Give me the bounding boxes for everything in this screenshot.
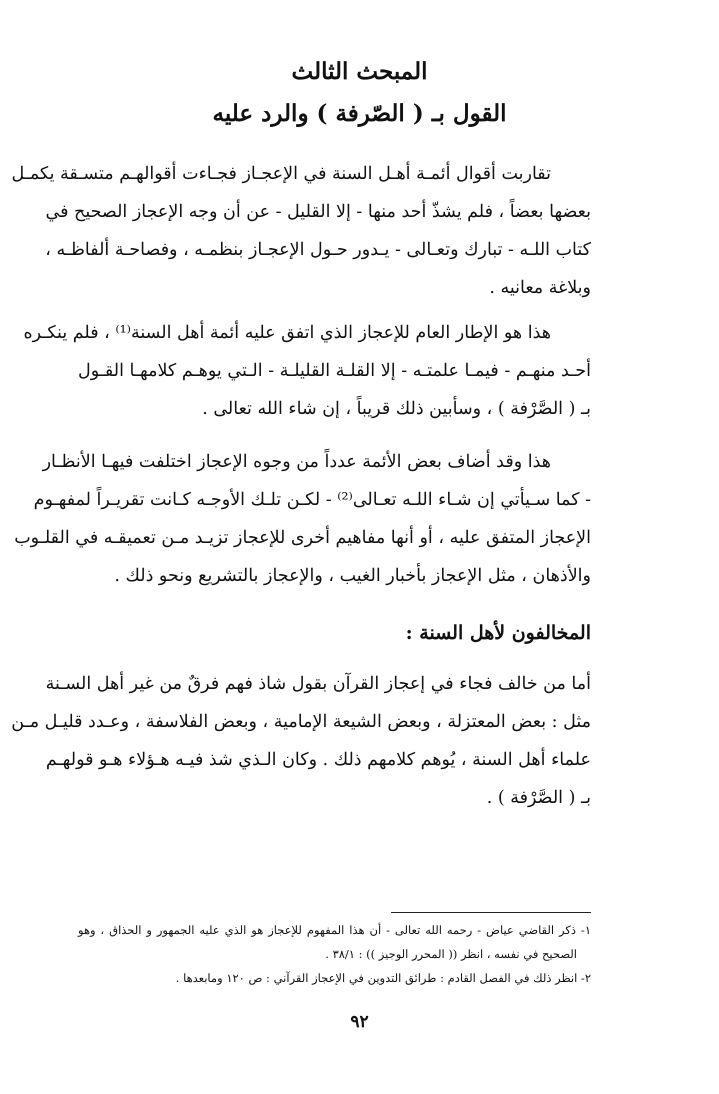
section-heading: المبحث الثالث: [291, 58, 428, 85]
subheading: المخالفون لأهل السنة :: [405, 622, 591, 644]
text-line: بـ ( الصَّرْفة ) ، وسأبين ذلك قريباً ، إن شاء الله تعالى .: [202, 399, 591, 419]
text-line: وبلاغة معانيه .: [489, 278, 591, 298]
paragraph-4: [11, 665, 591, 817]
text-line: أما من خالف فجاء في إعجاز القرآن بقول شاذ فهم فرقٌ من غير أهل السـنة: [45, 674, 591, 694]
text-line: بعضها بعضاً ، فلم يشذّ أحد منها - إلا القليل - عن أن وجه الإعجاز الصحيح في: [45, 202, 591, 222]
footnote-2-line: ٢- انظر ذلك في الفصل القادم : طرائق التدوين في الإعجاز القرآني : ص ١٢٠ ومابعدها .: [175, 971, 591, 985]
text-line: - كما سـيأتي إن شـاء اللـه تعـالى⁽²⁾ - لكـن تلـك الأوجـه كـانت تقريـراً لمفهـوم: [33, 490, 591, 510]
text-line: هذا وقد أضاف بعض الأئمة عدداً من وجوه الإعجاز اختلفت فيهـا الأنظـار: [42, 452, 551, 472]
text-line: علماء أهل السنة ، يُوهم كلامهم ذلك . وكان الـذي شذ فيـه هـؤلاء هـو قولهـم: [45, 750, 591, 770]
paragraph-3: [14, 443, 591, 595]
text-line: بـ ( الصَّرْفة ) .: [486, 788, 591, 808]
footnote-1-line: ١- ذكر القاضي عياض - رحمه الله تعالى - أن هذا المفهوم للإعجاز هو الذي عليه الجمهور و الحذاق ، وهو: [78, 923, 591, 937]
paragraph-2: [23, 314, 591, 428]
footnotes: [78, 918, 591, 990]
footnote-1-line: الصحيح في نفسه ، انظر (( المحرر الوجيز )) : ٣٨/١ .: [325, 947, 577, 961]
text-line: أحـد منهـم - فيمـا علمتـه - إلا القلـة القليلـة - الـتي يوهـم كلامهـا القـول: [78, 361, 591, 381]
paragraph-1: [11, 155, 591, 307]
text-line: تقاربت أقوال أئمـة أهـل السنة في الإعجـاز فجـاءت أقوالهـم متسـقة يكمـل: [11, 164, 551, 184]
footnote-divider: [391, 912, 591, 913]
text-line: والأذهان ، مثل الإعجاز بأخبار الغيب ، والإعجاز بالتشريع ونحو ذلك .: [114, 566, 591, 586]
text-line: الإعجاز المتفق عليه ، أو أنها مفاهيم أخرى للإعجاز تزيـد مـن تعميقـه في القلـوب: [14, 528, 591, 548]
text-line: مثل : بعض المعتزلة ، وبعض الشيعة الإمامية ، وبعض الفلاسفة ، وعـدد قليـل مـن: [11, 712, 591, 732]
page-title: القول بـ ( الصّرفة ) والرد عليه: [212, 100, 507, 127]
text-line: كتاب اللـه - تبارك وتعـالى - يـدور حـول الإعجـاز بنظمـه ، وفصاحـة ألفاظـه ،: [45, 240, 591, 260]
text-line: هذا هو الإطار العام للإعجاز الذي اتفق عليه أئمة أهل السنة⁽¹⁾ ، فلم ينكـره: [23, 323, 551, 343]
page-number: ٩٢: [350, 1012, 369, 1032]
